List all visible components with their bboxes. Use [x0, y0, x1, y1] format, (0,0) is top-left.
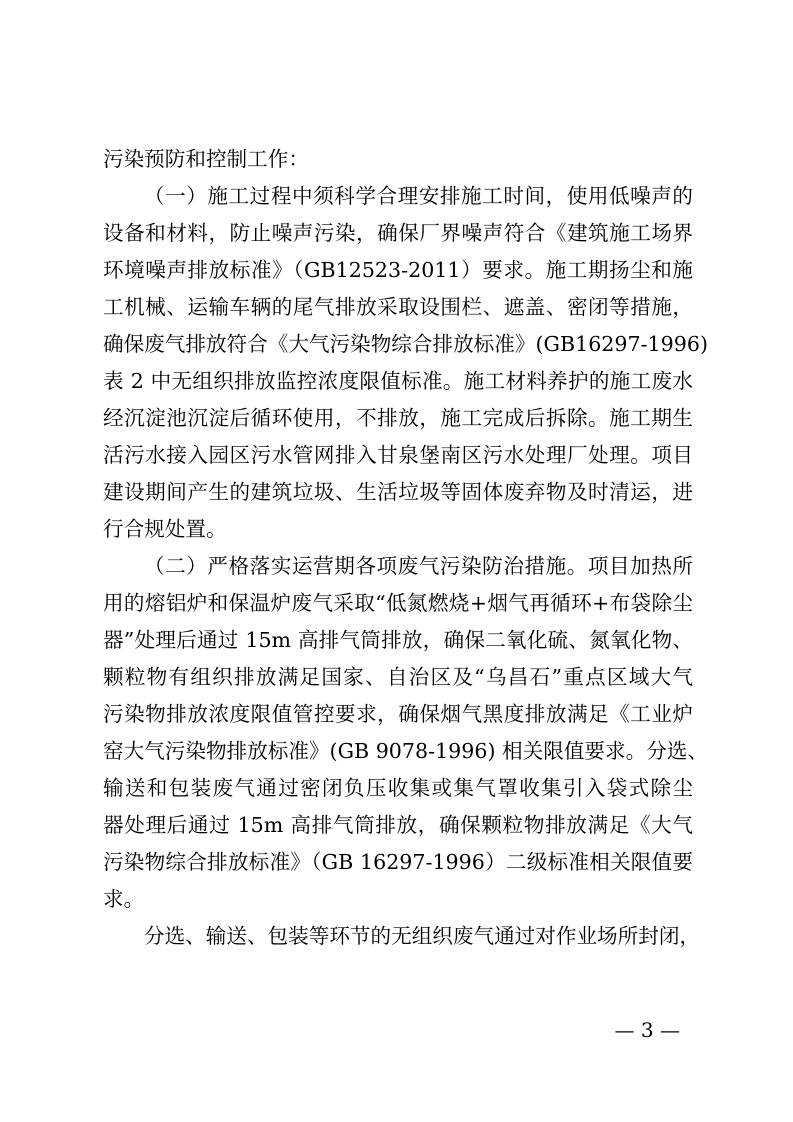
paragraph-3-first-line: 分选、输送、包装等环节的无组织废气通过对作业场所封闭， — [144, 924, 701, 948]
text-line: 求。 — [103, 887, 145, 911]
body-text — [103, 141, 708, 955]
text-line: 污染预防和控制工作： — [103, 147, 309, 171]
text-line: 确保废气排放符合《大气污染物综合排放标准》(GB16297-1996) — [103, 332, 708, 356]
text-line: 建设期间产生的建筑垃圾、生活垃圾等固体废弃物及时清运，进 — [103, 480, 693, 504]
text-line: 经沉淀池沉淀后循环使用，不排放，施工完成后拆除。施工期生 — [103, 406, 693, 430]
text-line: 污染物排放浓度限值管控要求，确保烟气黑度排放满足《工业炉 — [103, 702, 693, 726]
text-line: 器”处理后通过 15m 高排气筒排放，确保二氧化硫、氮氧化物、 — [103, 628, 693, 652]
paragraph-1-first-line: （一）施工过程中须科学合理安排施工时间，使用低噪声的 — [144, 184, 693, 208]
text-line: 表 2 中无组织排放监控浓度限值标准。施工材料养护的施工废水 — [103, 369, 693, 393]
text-line: 设备和材料，防止噪声污染，确保厂界噪声符合《建筑施工场界 — [103, 221, 693, 245]
text-line: 环境噪声排放标准》（GB12523-2011）要求。施工期扬尘和施 — [103, 258, 693, 282]
text-line: 窑大气污染物排放标准》(GB 9078-1996) 相关限值要求。分选、 — [103, 739, 708, 763]
text-line: 工机械、运输车辆的尾气排放采取设围栏、遮盖、密闭等措施， — [103, 295, 693, 319]
text-line: 器处理后通过 15m 高排气筒排放，确保颗粒物排放满足《大气 — [103, 813, 693, 837]
text-line: 颗粒物有组织排放满足国家、自治区及“乌昌石”重点区域大气 — [103, 665, 693, 689]
text-line: 行合规处置。 — [103, 517, 227, 541]
text-line: 活污水接入园区污水管网排入甘泉堡南区污水处理厂处理。项目 — [103, 443, 693, 467]
text-line: 用的熔铝炉和保温炉废气采取“低氮燃烧+烟气再循环+布袋除尘 — [103, 591, 693, 615]
page-number: — 3 — — [614, 1018, 680, 1042]
text-line: 输送和包装废气通过密闭负压收集或集气罩收集引入袋式除尘 — [103, 776, 693, 800]
text-line: 污染物综合排放标准》（GB 16297-1996）二级标准相关限值要 — [103, 850, 693, 874]
paragraph-2-first-line: （二）严格落实运营期各项废气污染防治措施。项目加热所 — [144, 554, 693, 578]
